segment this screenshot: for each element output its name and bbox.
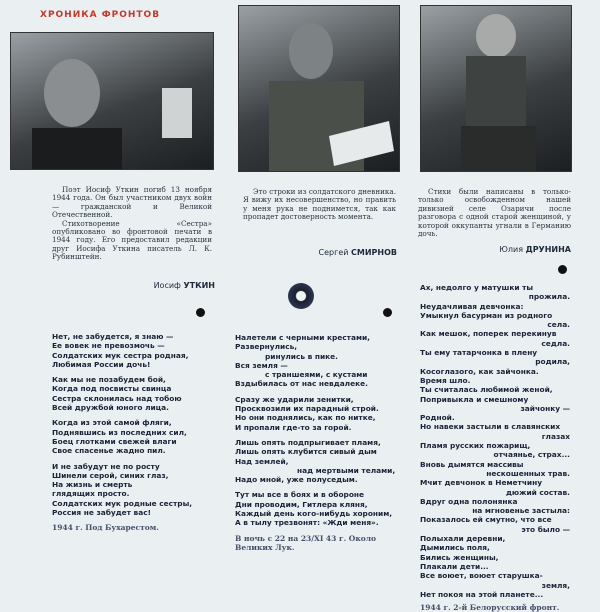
author-drunina [450, 245, 571, 254]
poem-line: Плакали дети... [420, 561, 489, 571]
poem-line: прожила. [528, 292, 570, 302]
poem-line: Косоглазого, как зайчонка. [420, 366, 539, 376]
poem-line: Мчит девчонок в Неметчину [420, 478, 543, 488]
record-dot [558, 265, 567, 274]
poem-smirnov [235, 333, 410, 552]
poem-line: родила, [535, 357, 570, 367]
poem-line: Как мешок, поперек перекинув [420, 329, 557, 339]
poem-line: Пламя русских пожарищ, [420, 441, 531, 451]
poem-line: Бились женщины, [420, 552, 499, 562]
poem-stanza [52, 462, 222, 518]
record-dot [196, 308, 205, 317]
poem-line: это было — [521, 524, 570, 534]
poem-line: над мертвыми телами, [297, 465, 396, 475]
poem-stanza [235, 395, 410, 432]
photo-utkin [10, 32, 214, 170]
note-utkin [52, 186, 212, 262]
poem-line: Лишь опять подпрыгивает пламя, [235, 437, 381, 447]
poem-line: Ее вовек не превозмочь — [52, 341, 165, 351]
poem-line: Как мы не позабудем бой, [52, 375, 166, 385]
poem-line: Сестра склонилась над тобою [52, 393, 182, 403]
poem-line: Каждый день кого-нибудь хороним, [235, 509, 393, 519]
poem-line: Лишь опять клубится сивый дым [235, 447, 377, 457]
poem-stanza [235, 333, 410, 389]
poem-stanza [235, 438, 410, 484]
record-center-hole [288, 283, 314, 309]
poem-line: Попривыкла и смешному [420, 394, 529, 404]
poem-line: Вздыбилась от нас невдалеке. [235, 379, 368, 389]
author-last: ДРУНИНА [525, 245, 571, 254]
poem-line: дюжий состав. [505, 487, 570, 497]
poem-stanza [235, 490, 410, 527]
poem-line: Неудачливая девчонка: [420, 301, 524, 311]
poem-line: Дни проводим, Гитлера кляня, [235, 499, 368, 509]
poem-stanza [52, 418, 222, 455]
poem-line: Поднявшись из последних сил, [52, 427, 187, 437]
poem-line: глазах [541, 431, 570, 441]
poem-line: Дымились поля, [420, 543, 490, 553]
author-first: Сергей [318, 248, 349, 257]
poem-line: Все воюет, воюет старушка- [420, 571, 543, 581]
poem-line: Когда из этой самой фляги, [52, 418, 172, 428]
poem-line: Всей дружбой юного лица. [52, 403, 169, 413]
author-last: УТКИН [183, 281, 215, 290]
poem-line: И не забудут не по росту [52, 461, 160, 471]
poem-line: Но навеки застыли в славянских [420, 422, 561, 432]
record-dot [383, 308, 392, 317]
poem-line: Любимая России дочь! [52, 359, 151, 369]
poem-line: А в тылу трезвонят: «Жди меня». [235, 518, 379, 528]
photo-smirnov [238, 5, 400, 172]
poem-line: Но они поднялись, как по нитке, [235, 413, 376, 423]
photo-drunina [420, 5, 572, 172]
poem-line: села. [547, 320, 570, 330]
poem-line: Показалось ей смутно, что все [420, 515, 552, 525]
poem-line: глядящих просто. [52, 489, 130, 499]
poem-line: Время шло. [420, 375, 471, 385]
poem-line: Умыкнул басурман из родного [420, 310, 553, 320]
poem-date: 1944 г. 2-й Белорусский фронт. [420, 603, 560, 612]
poem-line: Нет, не забудется, я знаю — [52, 332, 174, 341]
poem-line: Когда под посвисты свинца [52, 384, 172, 394]
poem-line: на мгновенье застыла: [472, 506, 570, 516]
poem-drunina [420, 283, 570, 612]
poem-line: Солдатских мук сестра родная, [52, 350, 189, 360]
note-utkin-p2: Стихотворение «Сестра» опубликовано во фронтовой печати в 1944 году. Его предоставил редакции друг Иосифа Уткина писатель Л. К. Рубинштейн. [52, 218, 212, 262]
poem-line: Вновь дымятся массивы [420, 459, 524, 469]
poem-utkin [52, 332, 222, 533]
note-drunina: Стихи были написаны в только-только освобожденном нашей дивизией селе Озаричи после разговора с одной старой женщиной, у которой оккупанты угнали в Германию дочь. [418, 187, 571, 239]
poem-line: И пропали где-то за горой. [235, 422, 352, 432]
poem-line: седла. [541, 338, 570, 348]
poem-line: с траншеями, с кустами [265, 370, 368, 380]
poem-line: Шинели серой, синих глаз, [52, 470, 169, 480]
poem-line: Просквозили их парадный строй. [235, 404, 379, 414]
poem-line: Полыхали деревни, [420, 534, 506, 544]
note-smirnov: Это строки из солдатского дневника. Я вижу их несовершенство, но править у меня рука не поднимется, так как пропадет достоверность момента. [243, 187, 396, 222]
poem-line: Сразу же ударили зенитки, [235, 394, 354, 404]
poem-line: Свое спасенье жадно пил. [52, 446, 166, 456]
poem-stanza [52, 332, 222, 369]
poem-line: Родной. [420, 413, 455, 423]
author-smirnov [280, 248, 397, 257]
poem-date: 1944 г. Под Бухарестом. [52, 523, 159, 533]
section-header: ХРОНИКА ФРОНТОВ [40, 10, 161, 20]
poem-line: Вдруг одна полонянка [420, 496, 518, 506]
author-utkin [100, 281, 215, 290]
author-last: СМИРНОВ [351, 248, 397, 257]
poem-line: отчаянье, страх... [493, 450, 570, 460]
poem-line: ринулись в пике. [265, 351, 338, 361]
poem-line: Тут мы все в боях и в обороне [235, 490, 365, 500]
poem-line: Солдатских мук родные сестры, [52, 498, 193, 508]
poem-line: Ты ему татарчонка в плену [420, 348, 538, 358]
poem-line: земля, [541, 580, 570, 590]
poem-line: Налетели с черными крестами, [235, 333, 370, 342]
poem-line: Над землей, [235, 456, 289, 466]
author-first: Иосиф [153, 281, 181, 290]
poem-line: Ты считалась любимой женой, [420, 385, 553, 395]
poem-line: Надо мной, уже полуседым. [235, 475, 358, 485]
author-first: Юлия [499, 245, 524, 254]
poem-line: Развернулись, [235, 342, 298, 352]
poem-date: В ночь с 22 на 23/XI 43 г. Около Великих Лук. [235, 533, 377, 552]
poem-line: Россия не забудет вас! [52, 508, 151, 518]
poem-line: Ах, недолго у матушки ты [420, 283, 534, 292]
poem-line: Боец глотками свежей влаги [52, 436, 177, 446]
poem-line: На жизнь и смерть [52, 480, 133, 490]
poem-line: зайчонку — [520, 403, 570, 413]
note-utkin-p1: Поэт Иосиф Уткин погиб 13 ноября 1944 года. Он был участником двух войн — гражданской и Великой Отечественной. [52, 185, 212, 220]
poem-line: Нет покоя на этой планете... [420, 589, 544, 599]
poem-line: Вся земля — [235, 360, 288, 370]
poem-stanza [52, 375, 222, 412]
poem-line: нескошенных трав. [486, 468, 570, 478]
